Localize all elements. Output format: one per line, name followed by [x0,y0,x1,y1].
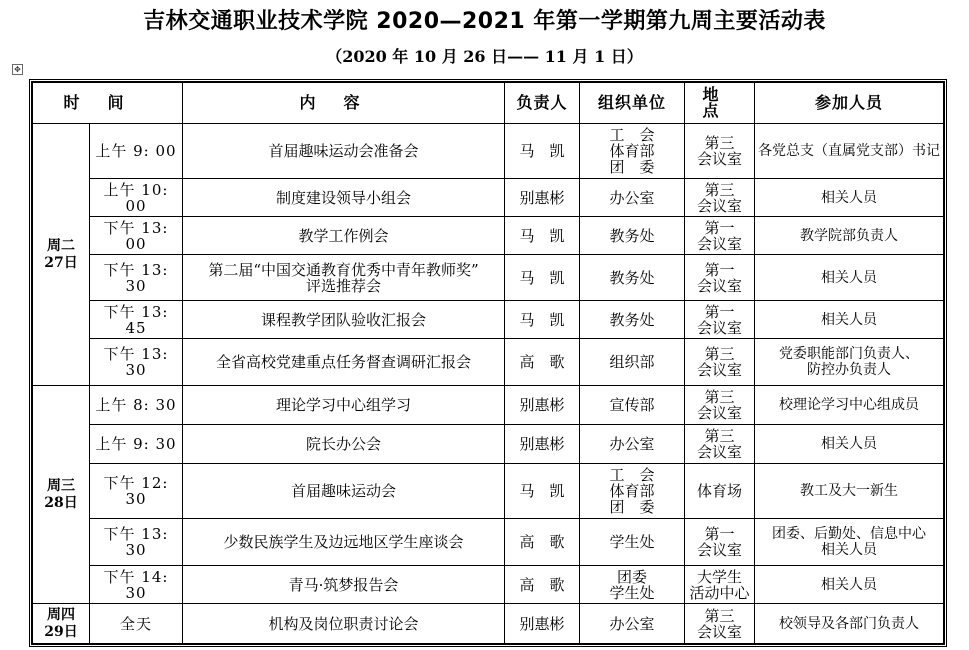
place-cell: 第三 会议室 [685,425,755,464]
owner-cell: 马 凯 [505,255,580,301]
owner-cell: 高 歌 [505,519,580,566]
content-cell: 教学工作例会 [183,217,505,255]
content-cell: 全省高校党建重点任务督查调研汇报会 [183,339,505,386]
day-cell: 周三 28日 [33,386,90,604]
place-cell: 第三 会议室 [685,604,755,644]
time-cell: 下午 12: 30 [90,464,183,519]
attendees-cell: 相关人员 [755,255,944,301]
header-row [33,83,944,124]
content-cell: 课程教学团队验收汇报会 [183,301,505,339]
owner-cell: 别惠彬 [505,386,580,425]
org-cell: 宣传部 [580,386,685,425]
attendees-cell: 党委职能部门负责人、 防控办负责人 [755,339,944,386]
org-cell: 工 会 体育部 团 委 [580,124,685,179]
table-row [33,386,944,425]
attendees-cell: 教学院部负责人 [755,217,944,255]
time-cell: 全天 [90,604,183,644]
content-cell: 制度建设领导小组会 [183,179,505,217]
place-cell: 第三 会议室 [685,179,755,217]
org-cell: 教务处 [580,301,685,339]
content-cell: 机构及岗位职责讨论会 [183,604,505,644]
place-cell: 第三 会议室 [685,339,755,386]
org-cell: 教务处 [580,217,685,255]
day-cell: 周四 29日 [33,604,90,644]
place-cell: 大学生 活动中心 [685,566,755,604]
table-move-handle-icon[interactable]: ✥ [12,64,23,75]
org-cell: 团委 学生处 [580,566,685,604]
place-cell: 体育场 [685,464,755,519]
time-cell: 上午 9: 00 [90,124,183,179]
attendees-cell: 教工及大一新生 [755,464,944,519]
content-cell: 青马·筑梦报告会 [183,566,505,604]
attendees-cell: 校领导及各部门负责人 [755,604,944,644]
owner-cell: 马 凯 [505,464,580,519]
time-cell: 下午 13: 00 [90,217,183,255]
place-cell: 第三 会议室 [685,124,755,179]
place-cell: 第一 会议室 [685,519,755,566]
col-header-owner: 负责人 [505,83,580,124]
col-header-attendees: 参加人员 [755,83,944,124]
attendees-cell: 各党总支（直属党支部）书记 [755,124,944,179]
table-row [33,339,944,386]
time-cell: 下午 14: 30 [90,566,183,604]
content-cell: 首届趣味运动会准备会 [183,124,505,179]
attendees-cell: 校理论学习中心组成员 [755,386,944,425]
org-cell: 办公室 [580,604,685,644]
col-header-time: 时间 [33,83,183,124]
time-cell: 上午 8: 30 [90,386,183,425]
place-cell: 第一 会议室 [685,301,755,339]
table-row [33,519,944,566]
attendees-cell: 相关人员 [755,301,944,339]
content-cell: 理论学习中心组学习 [183,386,505,425]
org-cell: 办公室 [580,179,685,217]
content-cell: 少数民族学生及边远地区学生座谈会 [183,519,505,566]
time-cell: 下午 13: 30 [90,339,183,386]
table-row [33,566,944,604]
attendees-cell: 相关人员 [755,179,944,217]
attendees-cell: 相关人员 [755,425,944,464]
time-cell: 上午 9: 30 [90,425,183,464]
day-cell: 周二 27日 [33,124,90,386]
content-cell: 首届趣味运动会 [183,464,505,519]
table-row [33,301,944,339]
owner-cell: 高 歌 [505,566,580,604]
owner-cell: 马 凯 [505,124,580,179]
owner-cell: 马 凯 [505,217,580,255]
page-subtitle: （2020 年 10 月 26 日—— 11 月 1 日） [326,47,643,66]
org-cell: 工 会 体育部 团 委 [580,464,685,519]
page-title: 吉林交通职业技术学院 2020—2021 年第一学期第九周主要活动表 [143,9,826,34]
attendees-cell: 团委、后勤处、信息中心 相关人员 [755,519,944,566]
org-cell: 办公室 [580,425,685,464]
place-cell: 第一 会议室 [685,217,755,255]
col-header-content: 内容 [183,83,505,124]
time-cell: 下午 13: 30 [90,519,183,566]
table-row [33,255,944,301]
org-cell: 学生处 [580,519,685,566]
activity-table [32,82,944,644]
col-header-place: 地点 [685,83,755,124]
attendees-cell: 相关人员 [755,566,944,604]
owner-cell: 马 凯 [505,301,580,339]
col-header-org: 组织单位 [580,83,685,124]
place-cell: 第三 会议室 [685,386,755,425]
time-cell: 下午 13: 45 [90,301,183,339]
time-cell: 上午 10: 00 [90,179,183,217]
table-row [33,425,944,464]
table-row [33,124,944,179]
owner-cell: 别惠彬 [505,425,580,464]
owner-cell: 别惠彬 [505,179,580,217]
table-row [33,179,944,217]
org-cell: 组织部 [580,339,685,386]
place-cell: 第一 会议室 [685,255,755,301]
owner-cell: 别惠彬 [505,604,580,644]
time-cell: 下午 13: 30 [90,255,183,301]
table-row [33,464,944,519]
owner-cell: 高 歌 [505,339,580,386]
content-cell: 院长办公会 [183,425,505,464]
table-row [33,604,944,644]
content-cell: 第二届“中国交通教育优秀中青年教师奖” 评选推荐会 [183,255,505,301]
activity-table-frame [29,79,947,647]
org-cell: 教务处 [580,255,685,301]
table-row [33,217,944,255]
